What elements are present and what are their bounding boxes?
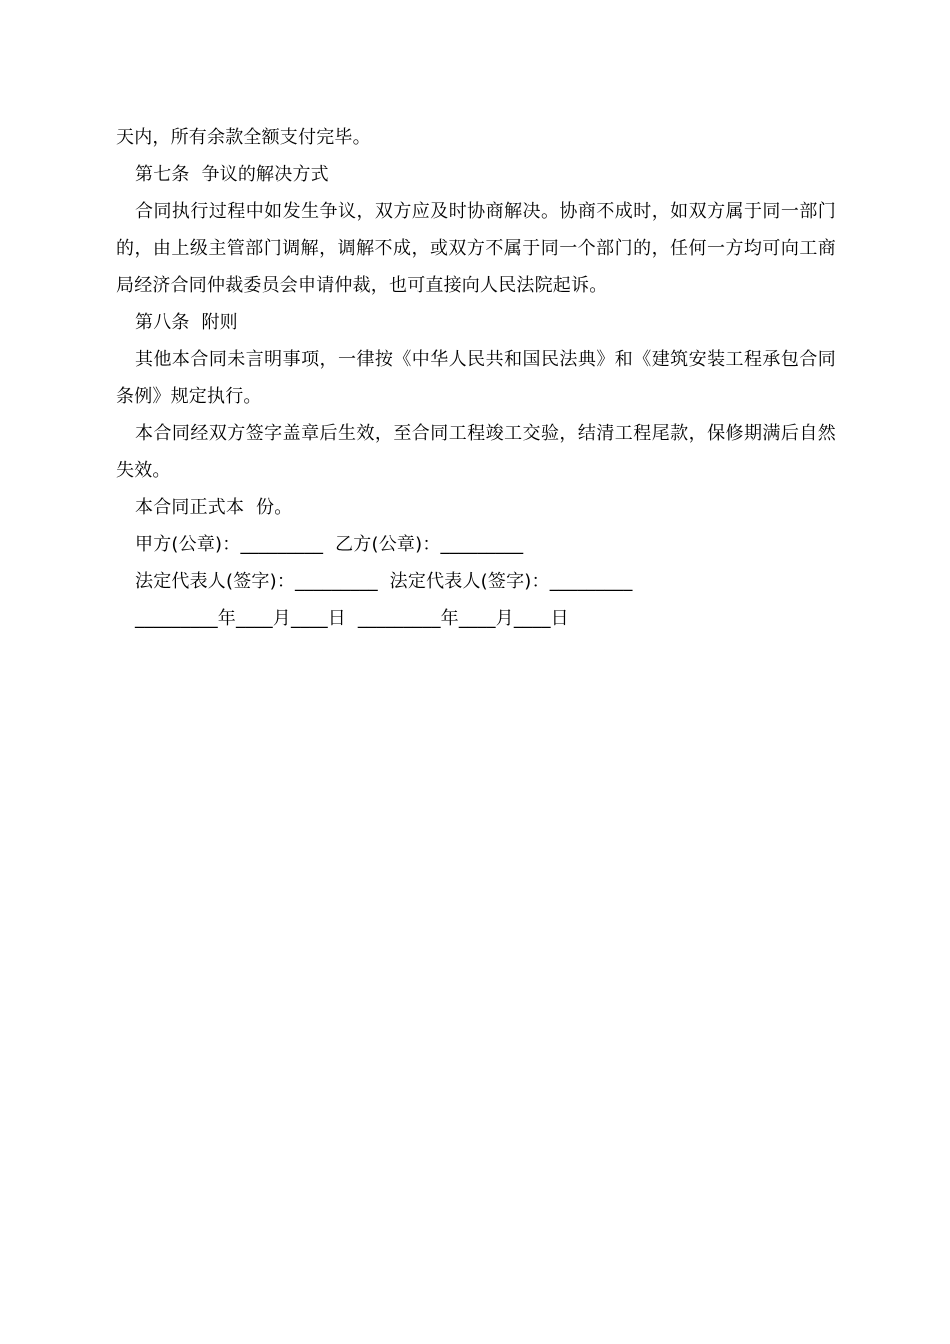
date-line: _________年____月____日 _________年____月____日: [135, 608, 569, 629]
article-7-heading: 第七条 争议的解决方式: [135, 164, 329, 185]
document-body: [116, 119, 836, 637]
article-8-heading: 第八条 附则: [135, 312, 238, 333]
representative-sign-line: 法定代表人(签字)：_________ 法定代表人(签字)：_________: [135, 571, 633, 592]
article-8-para-2: 本合同经双方签字盖章后生效，至合同工程竣工交验，结清工程尾款，保修期满后自然失效。: [116, 423, 836, 481]
article-8-para-1: 其他本合同未言明事项，一律按《中华人民共和国民法典》和《建筑安装工程承包合同条例》规定执行。: [116, 349, 836, 407]
copies-line: 本合同正式本 份。: [135, 497, 293, 518]
continuation-text: 天内，所有余款全额支付完毕。: [116, 127, 371, 148]
party-seal-line: 甲方(公章)：_________ 乙方(公章)：_________: [135, 534, 524, 555]
article-7-body: 合同执行过程中如发生争议，双方应及时协商解决。协商不成时，如双方属于同一部门的，由上级主管部门调解，调解不成，或双方不属于同一个部门的，任何一方均可向工商局经济合同仲裁委员会申请仲裁，也可直接向人民法院起诉。: [116, 201, 836, 296]
